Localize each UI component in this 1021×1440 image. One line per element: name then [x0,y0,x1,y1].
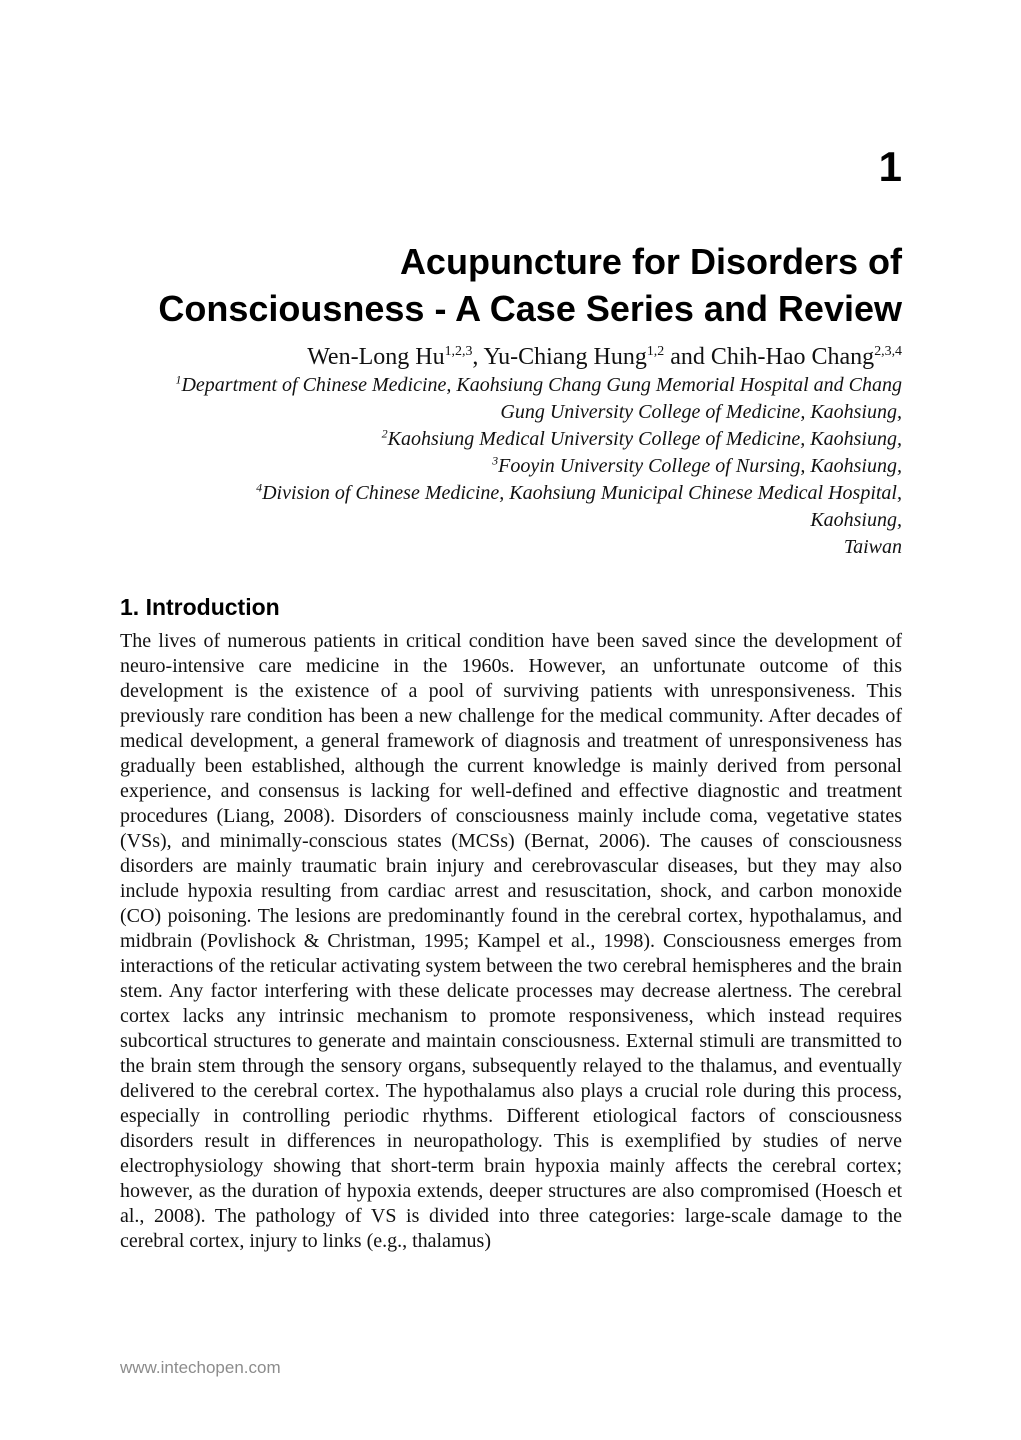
affiliation-line-5 [120,480,902,507]
chapter-title [120,238,902,332]
affiliation-line-2 [120,399,902,426]
author-name-3: and Chih-Hao Chang [664,344,875,370]
affiliation-line-1 [120,372,902,399]
author-name-2: , Yu-Chiang Hung [472,344,647,370]
affiliation-text-5: Division of Chinese Medicine, Kaohsiung Municipal Chinese Medical Hospital, [262,482,902,504]
chapter-title-line2: Consciousness - A Case Series and Review [158,288,902,329]
affiliation-marker-3: 2 [381,426,388,441]
affiliation-line-6 [120,507,902,534]
footer-url: www.intechopen.com [120,1358,281,1377]
author-affil-marker-1: 1,2,3 [444,344,473,359]
affiliation-line-4 [120,453,902,480]
author-affil-marker-2: 1,2 [646,344,665,359]
affiliation-text-6: Kaohsiung, [810,509,902,531]
introduction-paragraph: The lives of numerous patients in critical condition have been saved since the development of neuro-intensive care medicine in the 1960s. However, an unfortunate outcome of this development is the existence of a pool of surviving patients with unresponsiveness. This previously rare condition has been a new challenge for the medical community. After decades of medical development, a general framework of diagnosis and treatment of unresponsiveness has gradually been established, although the current knowledge is mainly derived from personal experience, and consensus is lacking for well-defined and effective diagnostic and treatment procedures (Liang, 2008). Disorders of consciousness mainly include coma, vegetative states (VSs), and minimally-conscious states (MCSs) (Bernat, 2006). The causes of consciousness disorders are mainly traumatic brain injury and cerebrovascular diseases, but they may also include hypoxia resulting from cardiac arrest and resuscitation, shock, and carbon monoxide (CO) poisoning. The lesions are predominantly found in the cerebral cortex, hypothalamus, and midbrain (Povlishock & Christman, 1995; Kampel et al., 1998). Consciousness emerges from interactions of the reticular activating system between the two cerebral hemispheres and the brain stem. Any factor interfering with these delicate processes may decrease alertness. The cerebral cortex lacks any intrinsic mechanism to promote responsiveness, which instead requires subcortical structures to generate and maintain consciousness. External stimuli are transmitted to the brain stem through the sensory organs, subsequently relayed to the thalamus, and eventually delivered to the cerebral cortex. The hypothalamus also plays a crucial role during this process, especially in controlling periodic rhythms. Different etiological factors of consciousness disorders result in differences in neuropathology. This is exemplified by studies of nerve electrophysiology showing that short-term brain hypoxia mainly affects the cerebral cortex; however, as the duration of hypoxia extends, deeper structures are also compromised (Hoesch et al., 2008). The pathology of VS is divided into three categories: large-scale damage to the cerebral cortex, injury to links (e.g., thalamus) [120,630,902,1252]
affiliation-text-3: Kaohsiung Medical University College of Medicine, Kaohsiung, [387,428,902,450]
affiliation-text-1: Department of Chinese Medicine, Kaohsiung Chang Gung Memorial Hospital and Chang [181,374,902,396]
affiliation-line-3 [120,426,902,453]
affiliation-text-2: Gung University College of Medicine, Kaohsiung, [500,401,902,423]
author-name-1: Wen-Long Hu [307,344,445,370]
affiliations-block [120,372,902,561]
affiliation-text-4: Fooyin University College of Nursing, Kaohsiung, [498,455,902,477]
affiliation-text-7: Taiwan [843,536,902,558]
chapter-title-line1: Acupuncture for Disorders of [399,241,902,282]
page-number: 1 [878,143,902,190]
author-affil-marker-3: 2,3,4 [874,344,902,359]
affiliation-marker-5: 4 [256,480,263,495]
section-heading-introduction: 1. Introduction [120,594,280,620]
affiliation-marker-4: 3 [492,453,499,468]
affiliation-line-7 [120,534,902,561]
affiliation-marker-1: 1 [175,372,182,387]
author-byline [120,344,902,371]
